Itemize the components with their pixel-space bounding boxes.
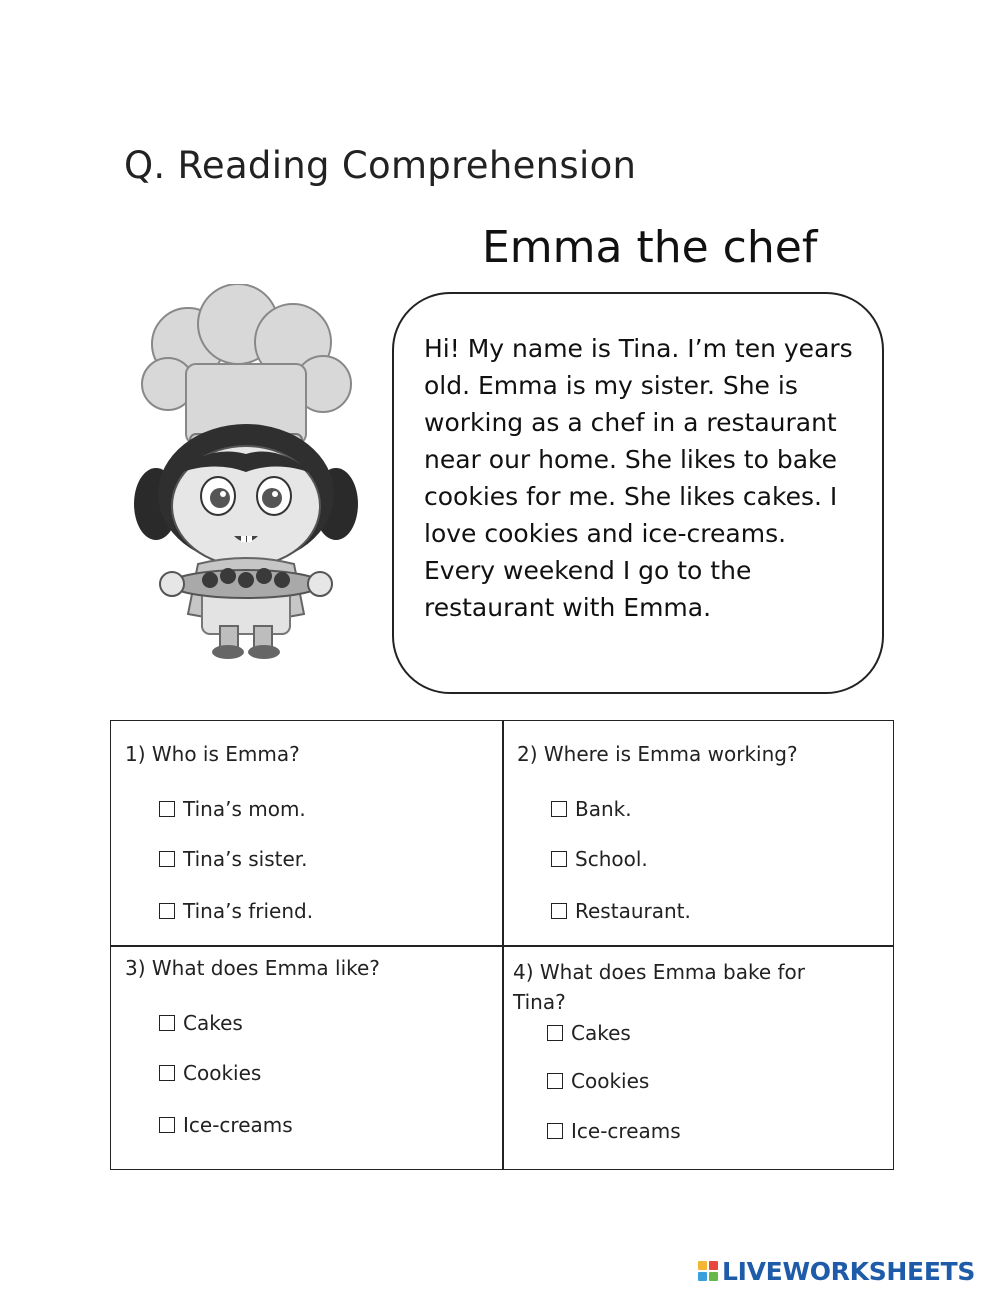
question-1-text: 1) Who is Emma? <box>125 742 300 766</box>
question-2 <box>517 739 798 769</box>
question-1 <box>125 739 300 769</box>
checkbox[interactable] <box>551 801 567 817</box>
checkbox[interactable] <box>159 903 175 919</box>
question-4-option-1[interactable]: Cakes <box>547 1021 631 1045</box>
question-2-option-3[interactable]: Restaurant. <box>551 899 691 923</box>
logo-block <box>709 1272 718 1281</box>
checkbox[interactable] <box>547 1123 563 1139</box>
question-4-option-2[interactable]: Cookies <box>547 1069 649 1093</box>
checkbox[interactable] <box>159 851 175 867</box>
question-2-text: 2) Where is Emma working? <box>517 742 798 766</box>
question-1-option-3[interactable]: Tina’s friend. <box>159 899 313 923</box>
checkbox[interactable] <box>159 1117 175 1133</box>
story-text: Hi! My name is Tina. I’m ten years old. Emma is my sister. She is working as a chef in a restaurant near our home. She likes to bake cookies for me. She likes cakes. I love cookies and ice-creams. Every weekend I go to the restaurant with Emma. <box>424 334 853 622</box>
checkbox[interactable] <box>159 1015 175 1031</box>
grid-divider-horizontal <box>111 945 893 947</box>
logo-block <box>698 1272 707 1281</box>
checkbox[interactable] <box>159 1065 175 1081</box>
question-3-option-2[interactable]: Cookies <box>159 1061 261 1085</box>
checkbox[interactable] <box>547 1073 563 1089</box>
checkbox[interactable] <box>547 1025 563 1041</box>
logo-blocks-icon <box>698 1261 718 1281</box>
worksheet-heading: Q. Reading Comprehension <box>124 144 637 187</box>
question-grid <box>110 720 894 1170</box>
question-2-option-1[interactable]: Bank. <box>551 797 632 821</box>
checkbox[interactable] <box>159 801 175 817</box>
question-4-option-3[interactable]: Ice-creams <box>547 1119 681 1143</box>
question-2-option-2[interactable]: School. <box>551 847 648 871</box>
logo-block <box>698 1261 707 1270</box>
liveworksheets-logo <box>698 1255 975 1287</box>
question-3-text: 3) What does Emma like? <box>125 956 380 980</box>
logo-text: LIVEWORKSHEETS <box>722 1256 976 1286</box>
checkbox[interactable] <box>551 851 567 867</box>
story-speech-bubble <box>392 292 884 694</box>
question-3-option-1[interactable]: Cakes <box>159 1011 243 1035</box>
question-3 <box>125 953 380 983</box>
question-3-option-3[interactable]: Ice-creams <box>159 1113 293 1137</box>
checkbox[interactable] <box>551 903 567 919</box>
question-1-option-1[interactable]: Tina’s mom. <box>159 797 306 821</box>
question-4-text: 4) What does Emma bake for Tina? <box>513 960 806 1014</box>
chef-girl-illustration <box>128 284 364 660</box>
question-4 <box>513 957 853 1017</box>
story-title: Emma the chef <box>482 222 818 273</box>
logo-block <box>709 1261 718 1270</box>
question-1-option-2[interactable]: Tina’s sister. <box>159 847 308 871</box>
